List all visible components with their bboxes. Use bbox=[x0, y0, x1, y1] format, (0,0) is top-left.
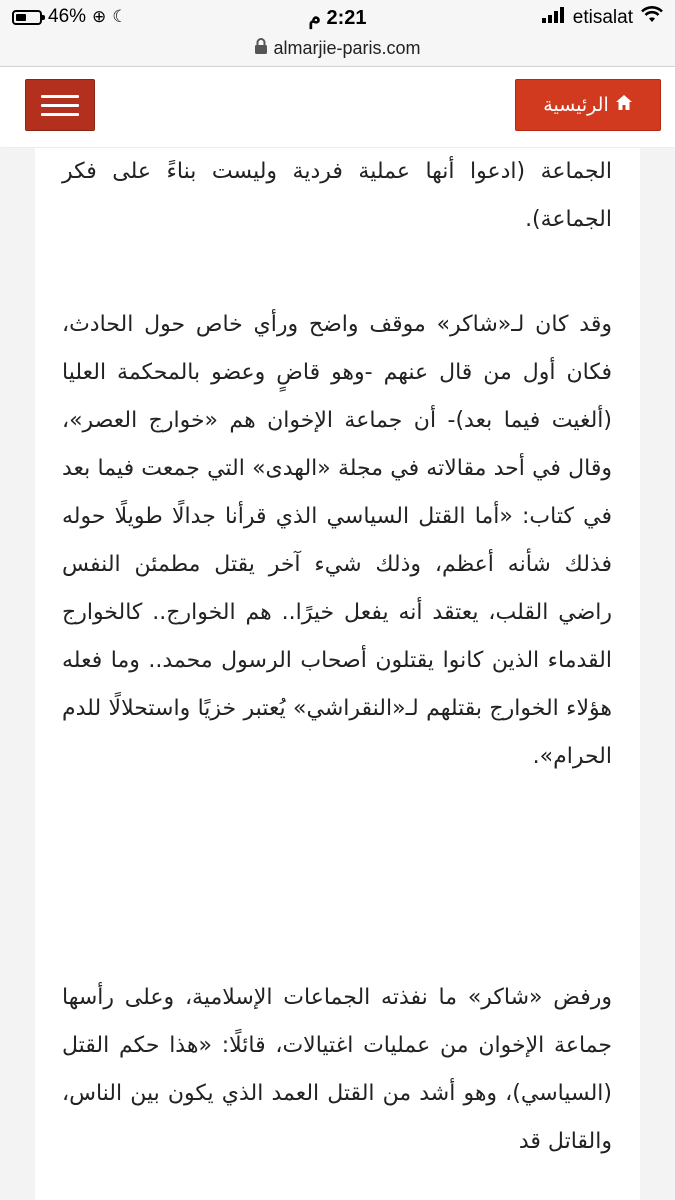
article-paragraph: الجماعة (ادعوا أنها عملية فردية وليست بناءً على فكر الجماعة). bbox=[62, 159, 612, 232]
status-right bbox=[541, 6, 663, 30]
home-icon bbox=[615, 94, 633, 116]
hamburger-icon bbox=[41, 113, 79, 116]
status-bar bbox=[0, 0, 675, 36]
site-header bbox=[0, 67, 675, 147]
battery-percent: 46% bbox=[48, 6, 87, 27]
address-bar[interactable] bbox=[0, 36, 675, 67]
home-button[interactable] bbox=[515, 79, 661, 131]
moon-icon: ☾ bbox=[112, 7, 128, 26]
article-paragraph: ورفض «شاكر» ما نفذته الجماعات الإسلامية، وعلى رأسها جماعة الإخوان من عمليات اغتيالات، قائلًا: «هذا حكم القتل (السياسي)، وهو أشد من القتل العمد الذي يكون بين الناس، والقاتل قد bbox=[62, 985, 612, 1154]
lock-icon bbox=[254, 37, 268, 61]
carrier-name: etisalat bbox=[572, 7, 633, 28]
hamburger-icon bbox=[41, 104, 79, 107]
right-gutter bbox=[640, 148, 675, 1200]
article-paragraph: وقد كان لـ«شاكر» موقف واضح ورأي خاص حول الحادث، فكان أول من قال عنهم -وهو قاضٍ وعضو بالمحكمة العليا (ألغيت فيما بعد)- أن جماعة الإخوان هم «خوارج العصر»، وقال في أحد مقالاته في مجلة «الهدى» التي جمعت فيما بعد في كتاب: «أما القتل السياسي الذي قرأنا جدالًا طويلًا حوله فذلك شأنه أعظم، وذلك شيء آخر يقتل مطمئن النفس راضي القلب، يعتقد أنه يفعل خيرًا.. هم الخوارج.. كالخوارج القدماء الذين كانوا يقتلون أصحاب الرسول محمد.. وما فعله هؤلاء الخوارج بقتلهم لـ«النقراشي» يُعتبر خزيًا واستحلالًا للدم الحرام». bbox=[62, 312, 612, 769]
content-area bbox=[0, 148, 675, 1200]
wifi-icon bbox=[641, 6, 663, 30]
hamburger-icon bbox=[41, 95, 79, 98]
status-time: 2:21 م bbox=[308, 7, 367, 29]
url-text[interactable]: almarjie-paris.com bbox=[273, 38, 421, 58]
left-gutter bbox=[0, 148, 35, 1200]
rotation-lock-icon: ⊕ bbox=[92, 7, 107, 26]
menu-button[interactable] bbox=[25, 79, 95, 131]
home-label: الرئيسية bbox=[543, 94, 609, 116]
signal-icon bbox=[541, 6, 565, 30]
